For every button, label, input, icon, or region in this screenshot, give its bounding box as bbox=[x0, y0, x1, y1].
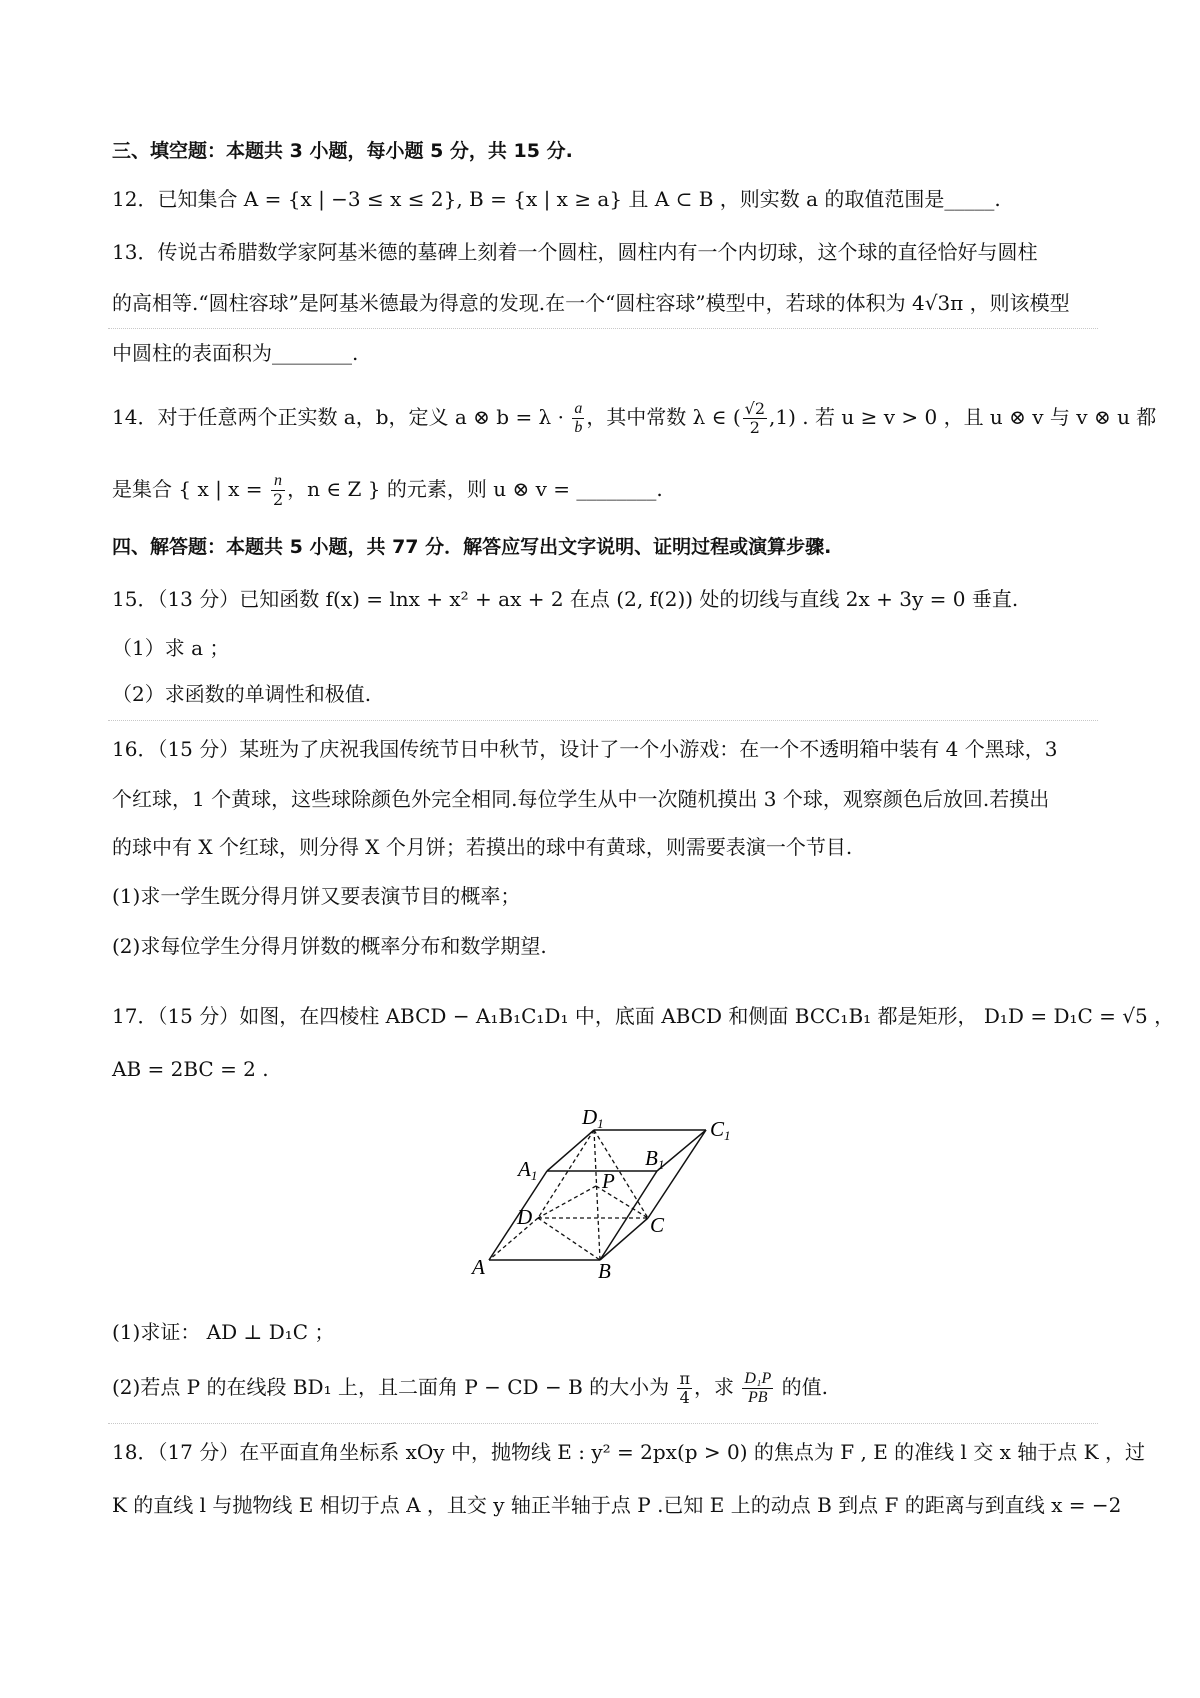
question-16-part-1: (1)求一学生既分得月饼又要表演节目的概率； bbox=[112, 884, 521, 908]
question-16-line-3: 的球中有 X 个红球，则分得 X 个月饼；若摸出的球中有黄球，则需要表演一个节目. bbox=[112, 835, 853, 859]
question-16-part-2: (2)求每位学生分得月饼数的概率分布和数学期望. bbox=[112, 934, 547, 958]
question-17-part-1: (1)求证： AD ⊥ D₁C ； bbox=[112, 1320, 335, 1344]
q17-part2-text-a: (2)若点 P 的在线段 BD₁ 上，且二面角 P − CD − B 的大小为 bbox=[112, 1375, 676, 1399]
question-15-part-2: （2）求函数的单调性和极值. bbox=[112, 682, 372, 706]
label-d: D bbox=[517, 1205, 533, 1229]
q17-fraction-d1p-over-pb bbox=[742, 1370, 773, 1407]
fraction-numerator: D₁P bbox=[744, 1370, 772, 1387]
divider bbox=[108, 328, 1098, 329]
fraction-numerator: √2 bbox=[744, 399, 766, 418]
fraction-denominator: b bbox=[574, 419, 583, 436]
q14-fraction-sqrt2-over-2 bbox=[743, 400, 767, 437]
question-16-line-1: 16．（15 分）某班为了庆祝我国传统节日中秋节，设计了一个小游戏：在一个不透明箱中装有 4 个黑球，3 bbox=[112, 737, 1058, 761]
q14-text-e: ，n ∈ Z } 的元素，则 u ⊗ v = ________. bbox=[287, 477, 663, 501]
question-18-line-1: 18．（17 分）在平面直角坐标系 xOy 中，抛物线 E : y² = 2px(p > 0) 的焦点为 F , E 的准线 l 交 x 轴于点 K ，过 bbox=[112, 1440, 1145, 1464]
label-b1: B1 bbox=[645, 1146, 665, 1172]
fraction-numerator: π bbox=[679, 1369, 690, 1388]
fraction-denominator: 4 bbox=[679, 1388, 690, 1407]
section-4-heading: 四、解答题：本题共 5 小题，共 77 分．解答应写出文字说明、证明过程或演算步骤. bbox=[112, 536, 832, 558]
question-15-stem: 15．（13 分）已知函数 f(x) = lnx + x² + ax + 2 在点 (2, f(2)) 处的切线与直线 2x + 3y = 0 垂直. bbox=[112, 587, 1019, 611]
prism-diagram bbox=[470, 1108, 740, 1298]
label-d1: D1 bbox=[582, 1108, 604, 1131]
fraction-denominator: PB bbox=[748, 1389, 768, 1406]
label-c1: C1 bbox=[710, 1117, 731, 1143]
q17-part2-text-c: 的值. bbox=[775, 1375, 828, 1399]
question-17-line-2: AB = 2BC = 2 . bbox=[112, 1057, 269, 1081]
question-18-line-2: K 的直线 l 与抛物线 E 相切于点 A ，且交 y 轴正半轴于点 P .已知 E 上的动点 B 到点 F 的距离与到直线 x = −2 bbox=[112, 1493, 1122, 1517]
label-a: A bbox=[472, 1255, 485, 1279]
section-3-heading: 三、填空题：本题共 3 小题，每小题 5 分，共 15 分. bbox=[112, 140, 573, 162]
q17-part2-text-b: ，求 bbox=[694, 1375, 741, 1399]
divider bbox=[108, 720, 1098, 721]
segment-d-b bbox=[538, 1218, 600, 1260]
label-a1: A1 bbox=[518, 1157, 538, 1183]
fraction-denominator: 2 bbox=[749, 418, 760, 437]
q14-text-b: ，其中常数 λ ∈ ( bbox=[586, 405, 741, 429]
q14-text-c: ,1) . 若 u ≥ v > 0 ，且 u ⊗ v 与 v ⊗ u 都 bbox=[769, 405, 1157, 429]
q14-fraction-a-over-b bbox=[572, 400, 584, 437]
edge-c1-b1 bbox=[657, 1130, 706, 1171]
prism-figure bbox=[470, 1108, 740, 1298]
question-13-line-3: 中圆柱的表面积为________. bbox=[112, 341, 359, 365]
segment-d1-b bbox=[594, 1130, 600, 1260]
segment-p-d bbox=[538, 1186, 596, 1218]
fraction-numerator: a bbox=[574, 400, 583, 417]
label-p: P bbox=[602, 1169, 615, 1193]
q17-fraction-pi-over-4 bbox=[677, 1370, 692, 1407]
q14-fraction-n-over-2 bbox=[271, 472, 285, 509]
divider bbox=[108, 1423, 1098, 1424]
question-12: 12．已知集合 A = {x | −3 ≤ x ≤ 2}, B = {x | x ≥ a} 且 A ⊂ B ，则实数 a 的取值范围是_____. bbox=[112, 187, 1001, 211]
fraction-denominator: 2 bbox=[272, 490, 284, 509]
question-16-line-2: 个红球，1 个黄球，这些球除颜色外完全相同.每位学生从中一次随机摸出 3 个球，观察颜色后放回.若摸出 bbox=[112, 787, 1050, 811]
question-17-part-2 bbox=[112, 1370, 828, 1407]
edge-d1-a1 bbox=[547, 1130, 594, 1171]
q14-text-a: 14．对于任意两个正实数 a，b，定义 a ⊗ b = λ · bbox=[112, 405, 571, 429]
fraction-numerator: n bbox=[271, 472, 285, 491]
question-15-part-1: （1）求 a ； bbox=[112, 636, 230, 660]
question-13-line-1: 13．传说古希腊数学家阿基米德的墓碑上刻着一个圆柱，圆柱内有一个内切球，这个球的直径恰好与圆柱 bbox=[112, 240, 1038, 264]
edge-b-c bbox=[600, 1218, 648, 1260]
question-14-line-1 bbox=[112, 400, 1156, 437]
edge-c1-c bbox=[648, 1130, 706, 1218]
label-b: B bbox=[598, 1259, 611, 1283]
question-14-line-2 bbox=[112, 472, 663, 509]
edge-d1-d bbox=[538, 1130, 594, 1218]
q14-text-d: 是集合 { x | x = bbox=[112, 477, 269, 501]
question-17-line-1: 17．（15 分）如图，在四棱柱 ABCD − A₁B₁C₁D₁ 中，底面 ABCD 和侧面 BCC₁B₁ 都是矩形， D₁D = D₁C = √5 ， bbox=[112, 1004, 1175, 1028]
question-13-line-2: 的高相等.“圆柱容球”是阿基米德最为得意的发现.在一个“圆柱容球”模型中，若球的体积为 4√3π ，则该模型 bbox=[112, 291, 1070, 315]
label-c: C bbox=[650, 1213, 665, 1237]
